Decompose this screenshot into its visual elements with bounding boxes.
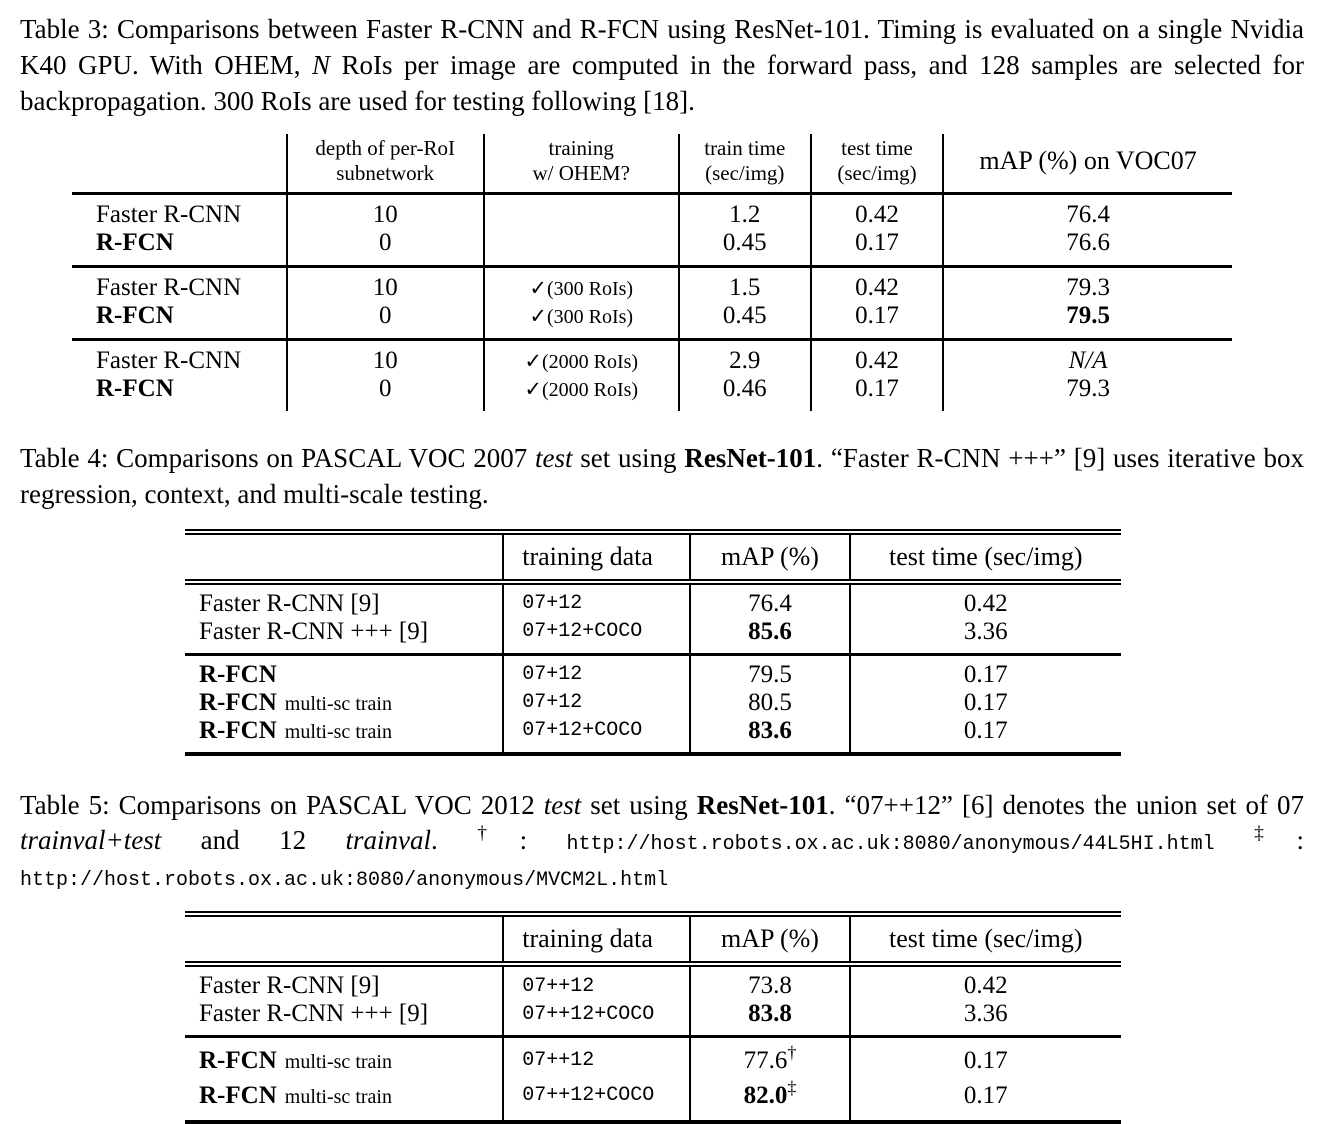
caption-bold-resnet: ResNet-101 (696, 789, 829, 820)
depth-cell: 10 (287, 339, 484, 375)
map-cell: 83.6 (690, 717, 849, 754)
header-cell-training-data: training data (503, 914, 690, 964)
map-cell: 76.4 (690, 582, 849, 618)
model-cell: R-FCN (96, 374, 174, 402)
ohem-cell (484, 375, 679, 411)
map-cell: 79.5 (690, 654, 849, 689)
double-dagger-mark: ‡ (787, 1078, 797, 1098)
table-row (72, 302, 1232, 340)
train-time-cell: 0.45 (679, 302, 811, 340)
model-cell (185, 717, 503, 754)
caption-text: set using (581, 789, 697, 820)
map-cell: 79.5 (943, 302, 1232, 340)
caption-text: and 12 (161, 825, 346, 856)
training-data-cell: 07+12+COCO (503, 618, 690, 655)
map-cell: 80.5 (690, 689, 849, 717)
training-data-cell: 07++12 (503, 1037, 690, 1079)
model-cell (185, 1078, 503, 1122)
checkmark-icon: ✓ (524, 348, 542, 373)
header-line: depth of per-RoI (315, 135, 455, 160)
table3-group-ohem-300 (72, 266, 1232, 339)
caption-text: : (1296, 825, 1305, 856)
ohem-cell (484, 266, 679, 302)
table3-group-no-ohem (72, 193, 1232, 266)
test-time-cell: 0.42 (850, 582, 1121, 618)
model-name: R-FCN (199, 660, 277, 688)
table4-header (185, 532, 1121, 582)
test-time-cell: 0.17 (850, 717, 1121, 754)
ohem-cell (484, 193, 679, 229)
dagger-mark: † (787, 1042, 797, 1063)
model-cell (185, 964, 503, 1000)
caption-italic-N: N (311, 49, 330, 80)
table3-header-row (72, 134, 1232, 194)
test-time-cell: 0.42 (811, 193, 943, 229)
caption-text: . “Faster R-CNN +++” [9] uses iterative box regression, context, and multi-scale testing. (20, 442, 1304, 509)
model-cell (185, 689, 503, 717)
table-row (185, 689, 1121, 717)
header-line: (sec/img) (837, 160, 917, 185)
table3-caption (20, 0, 1304, 120)
training-data-cell: 07++12+COCO (503, 1000, 690, 1037)
table5-voc2012-results (185, 911, 1121, 1124)
test-time-cell: 0.42 (811, 266, 943, 302)
training-data-cell: 07+12 (503, 689, 690, 717)
map-cell: 73.8 (690, 964, 849, 1000)
test-time-cell: 0.17 (850, 689, 1121, 717)
table-row (185, 582, 1121, 618)
model-cell: R-FCN (96, 228, 174, 256)
train-time-cell: 0.46 (679, 375, 811, 411)
table-row (72, 193, 1232, 229)
test-time-cell: 3.36 (850, 618, 1121, 655)
train-time-cell: 2.9 (679, 339, 811, 375)
training-data-cell: 07++12+COCO (503, 1078, 690, 1122)
table-row (185, 1000, 1121, 1037)
table4-caption (20, 441, 1304, 513)
caption-text: Table 4: Comparisons on PASCAL VOC 2007 (20, 442, 536, 473)
table-row (72, 339, 1232, 375)
model-cell: Faster R-CNN (96, 273, 242, 301)
rois-note: (300 RoIs) (546, 277, 634, 300)
model-cell (185, 582, 503, 618)
dagger-mark: † (477, 823, 520, 845)
header-line: w/ OHEM? (532, 160, 630, 185)
table5-header (185, 914, 1121, 964)
model-suffix: multi-sc train (284, 1085, 392, 1108)
map-cell: 76.6 (943, 229, 1232, 267)
test-time-cell: 0.17 (811, 229, 943, 267)
depth-cell: 0 (287, 375, 484, 411)
model-cell (185, 654, 503, 689)
map-value: 77.6 (743, 1046, 788, 1074)
header-cell-training-data: training data (503, 532, 690, 582)
header-line: test time (841, 135, 913, 160)
map-cell (690, 1037, 849, 1079)
rois-note: (2000 RoIs) (541, 378, 639, 401)
table-row (185, 654, 1121, 689)
caption-italic-trainvaltest: trainval+test (20, 825, 162, 856)
training-data-cell: 07++12 (503, 964, 690, 1000)
header-cell-test-time: test time (sec/img) (850, 532, 1121, 582)
header-cell-train-time (679, 134, 811, 194)
table-row (185, 618, 1121, 655)
table5-group-rfcn (185, 1037, 1121, 1123)
header-line: subnetwork (336, 160, 435, 185)
checkmark-icon: ✓ (529, 303, 547, 328)
table4-group-faster-rcnn (185, 582, 1121, 655)
map-cell: 76.4 (943, 193, 1232, 229)
model-name: R-FCN (199, 688, 277, 716)
table5-header-row (185, 914, 1121, 964)
caption-text: set using (572, 442, 685, 473)
test-time-cell: 0.42 (811, 339, 943, 375)
table-row (185, 964, 1121, 1000)
training-data-cell: 07+12+COCO (503, 717, 690, 754)
table4-header-row (185, 532, 1121, 582)
header-cell-test-time (811, 134, 943, 194)
depth-cell: 10 (287, 193, 484, 229)
table4-voc2007-results (185, 529, 1121, 756)
model-name: Faster R-CNN [9] (199, 972, 380, 1000)
test-time-cell: 0.17 (850, 654, 1121, 689)
result-url-2: http://host.robots.ox.ac.uk:8080/anonymous/MVCM2L.html (20, 869, 669, 893)
header-line: (sec/img) (705, 160, 785, 185)
model-name: Faster R-CNN +++ [9] (199, 617, 429, 645)
map-cell: 79.3 (943, 266, 1232, 302)
model-name: R-FCN (199, 1046, 277, 1074)
table-row (72, 375, 1232, 411)
model-suffix: multi-sc train (284, 720, 392, 743)
model-cell: Faster R-CNN (96, 346, 242, 374)
test-time-cell: 0.17 (811, 375, 943, 411)
header-cell-map: mAP (%) (690, 532, 849, 582)
model-cell: R-FCN (96, 301, 174, 329)
caption-text (1215, 825, 1254, 855)
caption-text: . “07++12” [6] denotes the union set of 07 (828, 789, 1304, 820)
test-time-cell: 3.36 (850, 1000, 1121, 1037)
double-dagger-mark: ‡ (1254, 823, 1297, 845)
header-cell-ohem (484, 134, 679, 194)
model-suffix: multi-sc train (284, 692, 392, 715)
header-cell-empty (185, 532, 503, 582)
table5-caption (20, 788, 1304, 896)
model-name: R-FCN (199, 716, 277, 744)
table-row (72, 266, 1232, 302)
ohem-cell (484, 229, 679, 267)
model-name: Faster R-CNN +++ [9] (199, 1000, 429, 1028)
table5-group-faster-rcnn (185, 964, 1121, 1037)
model-suffix: multi-sc train (284, 1050, 392, 1073)
header-line: training (548, 135, 614, 160)
map-cell: 85.6 (690, 618, 849, 655)
table4-group-rfcn (185, 654, 1121, 754)
caption-text: RoIs per image are computed in the forward pass, and 128 samples are selected for backpropagation. 300 RoIs are used for testing following [18]. (20, 49, 1304, 116)
ohem-cell (484, 339, 679, 375)
test-time-cell: 0.17 (850, 1037, 1121, 1079)
ohem-cell (484, 302, 679, 340)
train-time-cell: 0.45 (679, 229, 811, 267)
training-data-cell: 07+12 (503, 654, 690, 689)
caption-italic-trainval: trainval (345, 825, 432, 856)
model-cell (185, 1037, 503, 1079)
model-name: R-FCN (199, 1081, 277, 1109)
result-url-1: http://host.robots.ox.ac.uk:8080/anonymous/44L5HI.html (566, 833, 1215, 857)
header-cell-depth (287, 134, 484, 194)
table3-comparison-rfcn-faster-rcnn (72, 134, 1232, 411)
model-cell (185, 618, 503, 655)
header-cell-test-time: test time (sec/img) (850, 914, 1121, 964)
model-name: Faster R-CNN [9] (199, 589, 380, 617)
test-time-cell: 0.42 (850, 964, 1121, 1000)
train-time-cell: 1.2 (679, 193, 811, 229)
map-cell: N/A (943, 339, 1232, 375)
training-data-cell: 07+12 (503, 582, 690, 618)
checkmark-icon: ✓ (524, 376, 542, 401)
table-row (185, 1037, 1121, 1079)
train-time-cell: 1.5 (679, 266, 811, 302)
map-value: 82.0 (743, 1081, 788, 1109)
header-line: train time (704, 135, 786, 160)
model-cell (185, 1000, 503, 1037)
table-row (185, 1078, 1121, 1122)
caption-italic-test: test (535, 442, 573, 473)
header-cell-empty (72, 134, 287, 194)
test-time-cell: 0.17 (811, 302, 943, 340)
checkmark-icon: ✓ (529, 275, 547, 300)
depth-cell: 0 (287, 229, 484, 267)
model-cell: Faster R-CNN (96, 200, 242, 228)
caption-text: . (431, 825, 478, 856)
depth-cell: 0 (287, 302, 484, 340)
test-time-cell: 0.17 (850, 1078, 1121, 1122)
depth-cell: 10 (287, 266, 484, 302)
map-cell: 83.8 (690, 1000, 849, 1037)
table3-group-ohem-2000 (72, 339, 1232, 411)
caption-text: Table 5: Comparisons on PASCAL VOC 2012 (20, 789, 544, 820)
header-cell-empty (185, 914, 503, 964)
caption-text: Table 3: Comparisons between Faster R-CNN and R-FCN using ResNet-101. Timing is evaluated on a single Nvidia K40 GPU. With OHEM, (20, 14, 1304, 80)
table-row (72, 229, 1232, 267)
table-row (185, 717, 1121, 754)
caption-text: : (519, 825, 567, 856)
map-cell (690, 1078, 849, 1122)
header-cell-map: mAP (%) (690, 914, 849, 964)
caption-italic-test: test (543, 789, 582, 820)
rois-note: (300 RoIs) (546, 305, 634, 328)
table3-header (72, 134, 1232, 194)
map-cell: 79.3 (943, 375, 1232, 411)
caption-bold-resnet: ResNet-101 (684, 442, 817, 473)
rois-note: (2000 RoIs) (541, 350, 639, 373)
header-cell-map: mAP (%) on VOC07 (943, 134, 1232, 194)
